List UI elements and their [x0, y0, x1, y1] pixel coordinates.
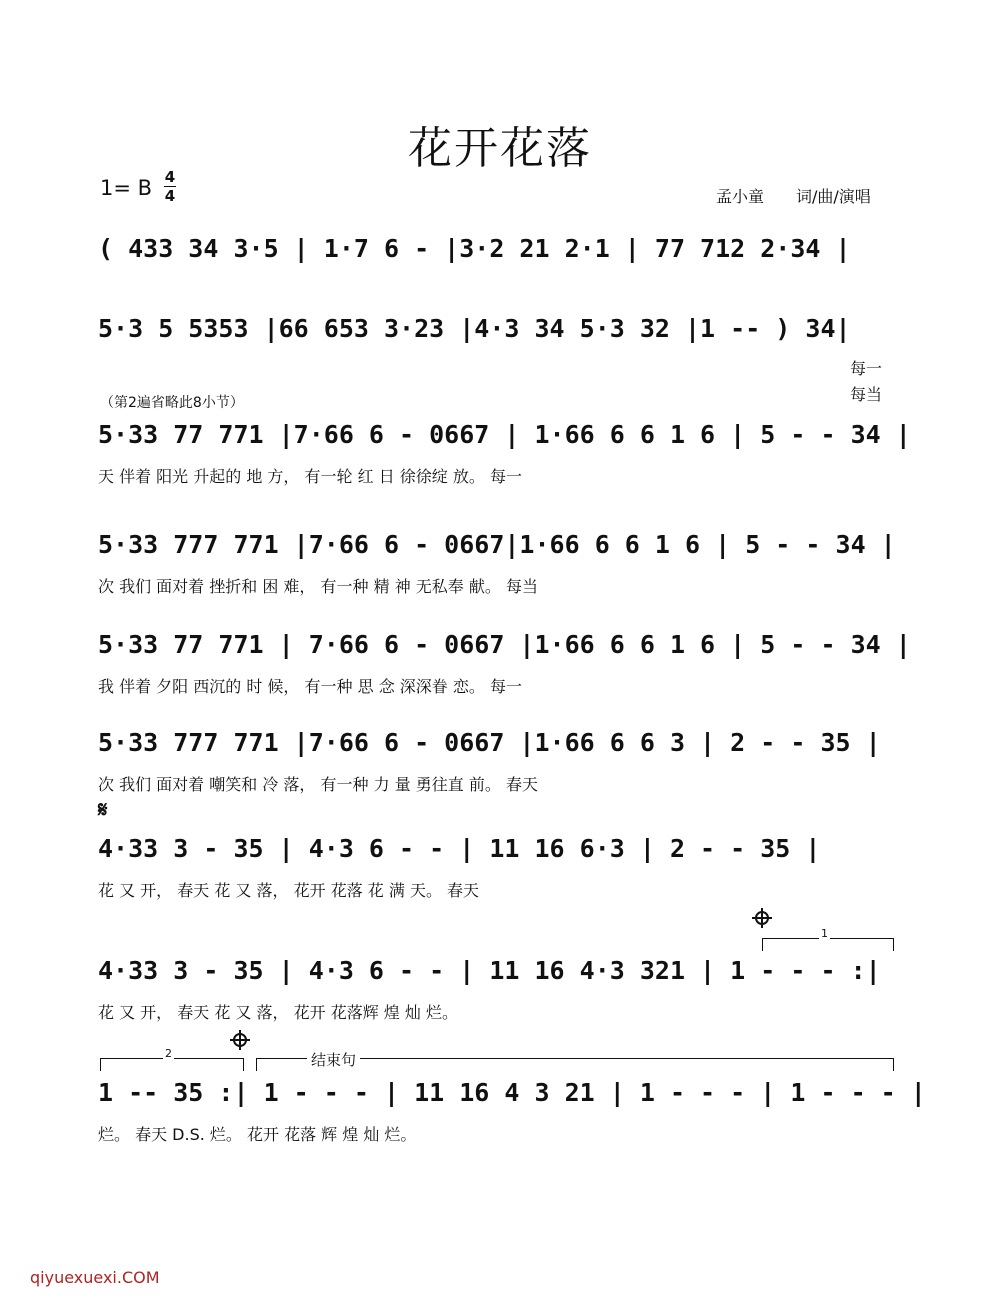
score-row-6: 5·33 777 771 |7·66 6 - 0667 |1·66 6 6 3 | 2 - - 35 | [98, 728, 881, 757]
lyric-row-8: 花 又 开， 春天 花 又 落， 花开 花落辉 煌 灿 烂。 [98, 1003, 458, 1022]
song-title: 花开花落 [408, 123, 592, 174]
side-lyric-2: 每当 [850, 385, 883, 404]
volta-2-bracket [100, 1047, 244, 1071]
segno-mark: 𝄋 [98, 798, 108, 823]
ending-bracket [256, 1051, 894, 1071]
author-name: 孟小童 [716, 187, 765, 206]
score-row-2: 5·3 5 5353 |66 653 3·23 |4·3 34 5·3 32 |1 -- ) 34| [98, 314, 851, 343]
coda-icon-2 [230, 1030, 250, 1050]
score-note: （第2遍省略此8小节） [100, 395, 244, 411]
time-signature: 4 4 [164, 168, 176, 205]
ending-label: 结束句 [307, 1049, 360, 1070]
score-row-9: 1 -- 35 :| 1 - - - | 11 16 4 3 21 | 1 - - - | 1 - - - | [98, 1078, 926, 1107]
key-signature: 1= B [100, 176, 153, 200]
credit-roles: 词/曲/演唱 [796, 187, 871, 206]
volta-1-number: 1 [821, 927, 828, 940]
score-row-3: 5·33 77 771 |7·66 6 - 0667 | 1·66 6 6 1 6 | 5 - - 34 | [98, 420, 911, 449]
score-row-8: 4·33 3 - 35 | 4·3 6 - - | 11 16 4·3 321 | 1 - - - :| [98, 956, 881, 985]
lyric-row-9: 烂。 春天 D.S. 烂。 花开 花落 辉 煌 灿 烂。 [98, 1125, 417, 1144]
lyric-row-6: 次 我们 面对着 嘲笑和 冷 落， 有一种 力 量 勇往直 前。 春天 [98, 775, 538, 794]
volta-1-bracket [762, 927, 894, 951]
lyric-row-7: 花 又 开， 春天 花 又 落， 花开 花落 花 满 天。 春天 [98, 881, 480, 900]
lyric-row-4: 次 我们 面对着 挫折和 困 难， 有一种 精 神 无私奉 献。 每当 [98, 577, 538, 596]
score-row-7: 4·33 3 - 35 | 4·3 6 - - | 11 16 6·3 | 2 - - 35 | [98, 834, 821, 863]
volta-2-number: 2 [165, 1047, 172, 1060]
lyric-row-3: 天 伴着 阳光 升起的 地 方， 有一轮 红 日 徐徐绽 放。 每一 [98, 467, 522, 486]
site-watermark: qiyuexuexi.COM [30, 1268, 160, 1287]
lyric-row-5: 我 伴着 夕阳 西沉的 时 候， 有一种 思 念 深深眷 恋。 每一 [98, 677, 522, 696]
side-lyric-1: 每一 [850, 359, 883, 378]
score-row-4: 5·33 777 771 |7·66 6 - 0667|1·66 6 6 1 6 | 5 - - 34 | [98, 530, 896, 559]
score-row-1: ( 433 34 3·5 | 1·7 6 - |3·2 21 2·1 | 77 712 2·34 | [98, 234, 851, 263]
score-row-5: 5·33 77 771 | 7·66 6 - 0667 |1·66 6 6 1 6 | 5 - - 34 | [98, 630, 911, 659]
credit [716, 184, 871, 207]
coda-icon [752, 908, 772, 928]
